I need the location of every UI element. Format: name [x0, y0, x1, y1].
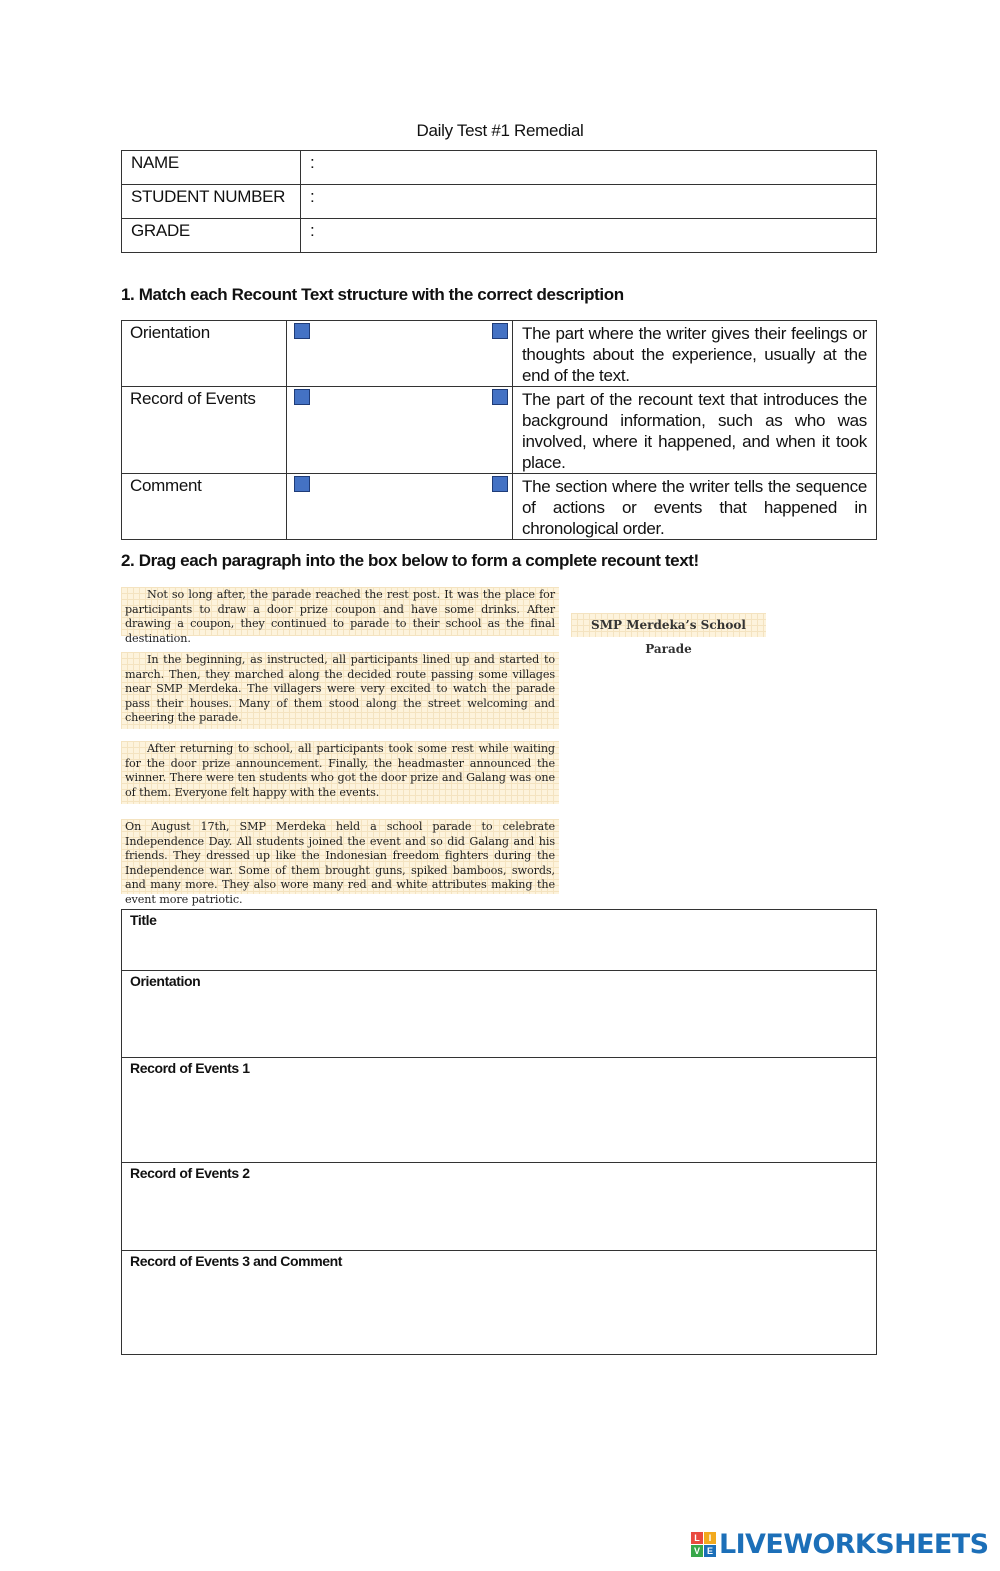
match-description: The part where the writer gives their feelings or thoughts about the experience, usually at the end of the text. [513, 321, 877, 387]
page-title: Daily Test #1 Remedial [416, 121, 584, 140]
drop-zone-record-1[interactable]: Record of Events 1 [122, 1058, 877, 1163]
draggable-paragraph-beginning[interactable]: In the beginning, as instructed, all participants lined up and started to march. Then, they marched along the decided route passing some villages near SMP Merdeka. The villagers were very excited to watch the parade pass their houses. Many of them stood along the street welcoming and cheering the parade. [121, 652, 559, 729]
logo-block: V [691, 1545, 703, 1557]
draggable-title-chip[interactable]: SMP Merdeka’s School Parade [571, 613, 766, 637]
student-number-field[interactable]: : [301, 185, 877, 219]
student-number-label: STUDENT NUMBER [122, 185, 301, 219]
match-row [122, 321, 877, 387]
drop-zone-table [121, 909, 877, 1355]
student-info-table [121, 150, 877, 253]
name-label: NAME [122, 151, 301, 185]
match-dot-right[interactable] [492, 389, 508, 405]
drop-zone-title[interactable]: Title [122, 910, 877, 971]
drop-zone-orientation[interactable]: Orientation [122, 971, 877, 1058]
logo-block: L [691, 1532, 703, 1544]
match-row [122, 474, 877, 540]
drop-zone-record-3-comment[interactable]: Record of Events 3 and Comment [122, 1251, 877, 1355]
match-term-comment: Comment [122, 474, 287, 540]
name-row [122, 151, 877, 185]
draggable-paragraph-rest-post[interactable]: Not so long after, the parade reached the rest post. It was the place for participants to draw a door prize coupon and have some drinks. After drawing a coupon, they continued to parade to their school as the final destination. [121, 587, 559, 636]
student-number-row [122, 185, 877, 219]
logo-text: LIVEWORKSHEETS [719, 1528, 989, 1560]
match-row [122, 387, 877, 474]
liveworksheets-logo [691, 1527, 988, 1561]
match-connector-area [287, 321, 513, 387]
name-field[interactable]: : [301, 151, 877, 185]
question-2-heading: 2. Drag each paragraph into the box below to form a complete recount text! [121, 551, 699, 570]
match-description: The part of the recount text that introduces the background information, such as who was involved, where it happened, and when it took place. [513, 387, 877, 474]
match-dot-right[interactable] [492, 323, 508, 339]
grade-row [122, 219, 877, 253]
match-term-orientation: Orientation [122, 321, 287, 387]
match-dot-left[interactable] [294, 323, 310, 339]
match-dot-left[interactable] [294, 476, 310, 492]
grade-field[interactable]: : [301, 219, 877, 253]
match-connector-area [287, 474, 513, 540]
match-dot-left[interactable] [294, 389, 310, 405]
draggable-paragraph-august[interactable]: On August 17th, SMP Merdeka held a school parade to celebrate Independence Day. All students joined the event and so did Galang and his friends. They dressed up like the Indonesian freedom fighters during the Independence war. Some of them brought guns, spiked bamboos, swords, and many more. They also wore many red and white attributes making the event more patriotic. [121, 819, 559, 894]
draggable-paragraph-returning[interactable]: After returning to school, all participants took some rest while waiting for the door prize announcement. Finally, the headmaster announced the winner. There were ten students who got the door prize and Galang was one of them. Everyone felt happy with the events. [121, 741, 559, 804]
logo-block: E [704, 1545, 716, 1557]
logo-block: I [704, 1532, 716, 1544]
match-description: The section where the writer tells the sequence of actions or events that happened in chronological order. [513, 474, 877, 540]
grade-label: GRADE [122, 219, 301, 253]
match-term-record-of-events: Record of Events [122, 387, 287, 474]
matching-table [121, 320, 877, 540]
match-dot-right[interactable] [492, 476, 508, 492]
drop-zone-record-2[interactable]: Record of Events 2 [122, 1163, 877, 1251]
question-1-heading: 1. Match each Recount Text structure with the correct description [121, 285, 624, 304]
match-connector-area [287, 387, 513, 474]
logo-blocks-icon [691, 1532, 716, 1557]
